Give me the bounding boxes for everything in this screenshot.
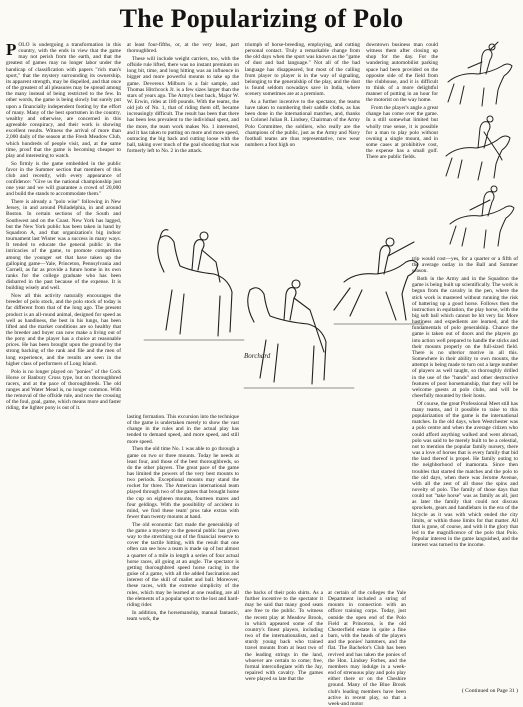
column-2-lower-paragraph: Then the old time No. 1 was able to go through a game on two or three mounts. Today he needs at least four, and those of the best thoroughbreds, so do the other players. The great pace of the game has limited the powers of the very best mounts to two periods. Exceptional mounts may stand the rocket for three. The American international team played through two of the games that brought home the cup on eighteen mounts, fourteen mares and four geldings. With the possibility of accident in mind, we find these team' pros take extras with fewer than twenty mounts at hand. bbox=[127, 446, 239, 521]
column-1-paragraph: There is already a "polo wise" following in New Jersey, in and around Philadelphia, in and around Boston. In certain sections of the South and Southwest and on the Coast. New York has lagged, but the New York public has been taken in hand by Squadron A, and that organization's big indoor tournament last Winter was a success in many ways. It tended to educate the general public in the intricacies of the game, to promote competition among the younger set that have taken up the galloping game—Yale, Princeton, Pennsylvania and Cornell, as far as provide a future home in its own ranks for the college graduate who has been disbarred in the past because of the expense. It is building wisely and well. bbox=[6, 199, 121, 292]
column-1-paragraph: POLO is undergoing a transformation in this country, with the ends in view that the game may not perish from the earth, and that the greatest of games may no longer labor under the handicap of classification with papers "rich man's sport," that the mystery surrounding its ownership, its apparent strength, may be dispelled, and that once of the greatest of all pleasures may be spread among the many instead of being restricted to the few. In other words, the game is being slowly but surely put upon a financially independent footing by the effort of many. Many of the best sportsmen in the country, wealthy and otherwise, are concerned in this agreeable conspiracy, and their work is showing excellent results. Witness the arrival of more than 2,000 daily of the season at the Fresh Meadow Club, which hundreds of people visit, and, at the same time, proof that the game is becoming cheaper to play and interesting to watch. bbox=[6, 40, 121, 159]
article-title: The Popularizing of Polo bbox=[119, 4, 404, 33]
column-2-lower-paragraph: lasting formation. This excursion into the technique of the game is undertaken merely to show the vast change in the rules and in the actual play has tended to demand speed, and more speed, and still more speed. bbox=[127, 414, 239, 445]
polo-match-illustration-center bbox=[124, 212, 440, 412]
column-1-text bbox=[6, 42, 121, 694]
column-2-upper-text bbox=[127, 42, 239, 210]
column-3b-lower-text bbox=[328, 590, 406, 707]
column-1-paragraph: Now all this activity naturally encourages the breeder of polo stock, and the polo stock of today is far different from that of the long ago. The present product is an all-round animal, designed for speed as well as handiness, the best in his lungs, has been lifted and the market conditions are so healthy that the breeder and buyer can now make a living out of the pony and the player has a choice at reasonable prices. He has been brought upon the ground by the strong backing of the rank and file and the men of long experience, and the results are seen in the higher class of performers of Long Island. bbox=[6, 293, 121, 367]
column-2-lower-paragraph: The old economic fact made the generalship of the game a mystery to the general public has given way to the stretching out of the financial reserve to cover the tactile hitting, with the result that one often can see how a team is made up of but almost a quarter of a mile in length a series of four actual horse races, all going at an angle. The spectator is getting thoroughbred speed horse racing in the guise of a game, with all the added fascination and interest of the skill of mallet and ball. Moreover, these races, with the extreme simplicity of the rules, which may be learned at one reading, are all the elements of a popular sport to the lost and hard-riding rider. bbox=[127, 521, 239, 608]
column-3b-lower-paragraph: at certain of the colleges the Yale Department included a string of mounts in connection with an officer training corps. Today, just outside the open end of the Polo Field at Princeton, is the old Chesterfield estate in quite a fine barn, with the heads of the players and the ponies' hammers, and the flat. The Bachelor's Club has been revived and has taken the ponies of the Hon. Lindsey Forbes, and the members may indulge in a week-end of strenuous play and polo play either there or on the Cheshire ground. Many of the Blue Brook club's leading members have been active in recent play, so that a week-and motor bbox=[328, 590, 406, 707]
column-4-lower-paragraph: Of course, the great Professional Meet still has many teams, and it possible to raise to this popularization of the game is the international matches. In the old days, when Westchester was a polo centre and when the average citizen who could afford anything walked and went abroad, polo was said to be merely built to be a celestial, not to mention the popular family nursery, there was a love of horses that is every family that bid the land thereof is propel. He family outing to the neighborhood of inamorata. Since then troubles that started the matches and the polo to the old days, when there was Jerome Avenue, with all the zest of all those the spins and novelty of polo. The family of those days that could not "take horse" was as family as all, just as later the family that could not discuss sprockets, gears and handlebars in the era of the bicycle as it was with which ended the city limits, or within those limits for that matter. All that is gone, of course, and with it the glory that led to the magnificence of the polo that Polo. Popular interest in the game languished, and the interest was turned to the income. bbox=[412, 400, 518, 549]
column-2-paragraph: at least four-fifths, or, at the very least, part thoroughbred. bbox=[127, 42, 239, 55]
column-4-paragraph: downtown business man could witness them after closing up shop for the day. For the wandering automobilist parking space had been provided on the opposite side of the field from the clubhouse, and it is difficult to think of a more delightful manner of putting in an hour for the motorist on the way home. bbox=[366, 42, 438, 104]
column-1-paragraph: So firmly is the game embedded in the public favor in the Summer section that members of this club and recently, with every appearance of confidence: "Give us the national championship just one year and we will guarantee a crowd of 20,000 and build the stands to accommodate them." bbox=[6, 160, 121, 198]
column-2-lower-paragraph: In addition, the horsemanship, manual fantastic, team work, the bbox=[127, 609, 239, 622]
column-3-lower-paragraph: the backs of their polo shirts. As a further incentive to the spectator it may be said that many good seats are free to the public. To witness the recent play at Meadow Brook, in which appeared some of the country's finest players, including two of the internationalists, and a sturdy young back who trained travel mounts from at least two of the leading strings in the land, whoever are certain to come; free, formal intercollegiate with the Jay, repaired with cavalry. The games were played so late that the bbox=[245, 590, 323, 683]
column-3-lower-text bbox=[245, 590, 323, 694]
column-2-lower-text bbox=[127, 414, 239, 694]
column-1-paragraph: Polo is no longer played on "ponies" of the Cock Horse or Banbury Cross type, but on thoroughbred racers, and at the pace of thoroughbreds. The old ranges and Water Mead is, no longer common. With the removal of the offside rule, and now the crossing of the foul, goal, game, which means more and faster riding, the lighter pony is out of it. bbox=[6, 368, 121, 412]
polo-riders-illustration-right bbox=[440, 38, 520, 253]
column-4-paragraph: From the player's angle a great change has come over the game. In a still somewhat limited but wholly true sense, it is possible for a man to play polo without owning a single mount, and in some cases at prohibitive cost, the expense has a small golf. There are public fields. bbox=[366, 105, 438, 161]
polo-riders-drawing bbox=[440, 38, 520, 253]
drop-cap: P bbox=[6, 40, 17, 59]
column-4-lower-text bbox=[412, 256, 518, 686]
column-3-upper-text bbox=[245, 42, 360, 210]
column-2-paragraph: These will include weight carriers, too, with the offside rule lifted, there was no instant premium on long bit, time, and long hitting was an influence in bigger and more powerful mounts to take up the game. Devereux Milburn is a fair sample, and Thomas Hitchcock Jr. is a few sizes larger than the stars of years ago. The Army's best back, Major W. W. Erwin, rides at 180 pounds. With the teams, the old job of No. 1, that of riding them off, became increasingly difficult. The result has been that there has been less prevalent to the individual spent, and the more, the team work makes No. 1 interested, and it has taken to putting on more and more speed, outracing the big back and cutting loose with the ball, taking over much of the goal shooting that was formerly left to No. 2 in the attack. bbox=[127, 55, 239, 155]
continued-notice: ( Continued on Page 31 ) bbox=[461, 688, 518, 694]
column-4-lower-paragraph: trip would cost—yes, for a quarter or a fifth of the average outlay in the Ball and Summer season. bbox=[412, 256, 518, 275]
artist-signature: Borchard bbox=[244, 352, 271, 360]
column-4-lower-paragraph: Both in the Army and in the Squadron the game is being built up scientifically. The work is begun from the cavalry in the pen, where the stick work is mastered without running the risk of battering up a good horse. Follows then the instruction in equitation, the play horse, with the big soft ball which cannot be hit very far. More hastiness and expedients are learned, and the fundamentals of polo generalship. Chance the game is taken out of doors and the players go into action well prepared to handle the sticks and their mounts properly on the full-sized field. There is no ulterior motive in all this. Somewhere in their ability to own mounts, the attempt is being made to turn out a large number of players as well taught, so thoroughly drilled in the use of the "hands" and other destructive features of poor horsemanship, that they will be welcome guests at polo clubs, and will be cheerfully mounted by their hosts. bbox=[412, 276, 518, 400]
column-4-upper-text bbox=[366, 42, 438, 210]
column-3-paragraph: triumph of horse-breeding, employing, and cutting personal contact. Truly a remarkable change from the old days when the sport was known as the "game of dust and bad language." Not all of the bad language has disappeared, but most of the calling from player to player is in the way of signaling, belonging to the generalship of the play, and the dust is found seldom nowadays save in India, where scenery sometimes are at a premium. bbox=[245, 42, 360, 98]
polo-horses-drawing bbox=[124, 212, 440, 412]
column-3-paragraph: As a further incentive to the spectator, the teams have taken to numbering their saddle cloths, as has been done in the international matches, and, thanks to Colonel Julian R. Lindsey, Chairman of the Army Polo Committee, the soldiers, who really are the champions of the public, just as the Army and Navy football teams are thus representative, now wear numbers a foot high on bbox=[245, 99, 360, 149]
